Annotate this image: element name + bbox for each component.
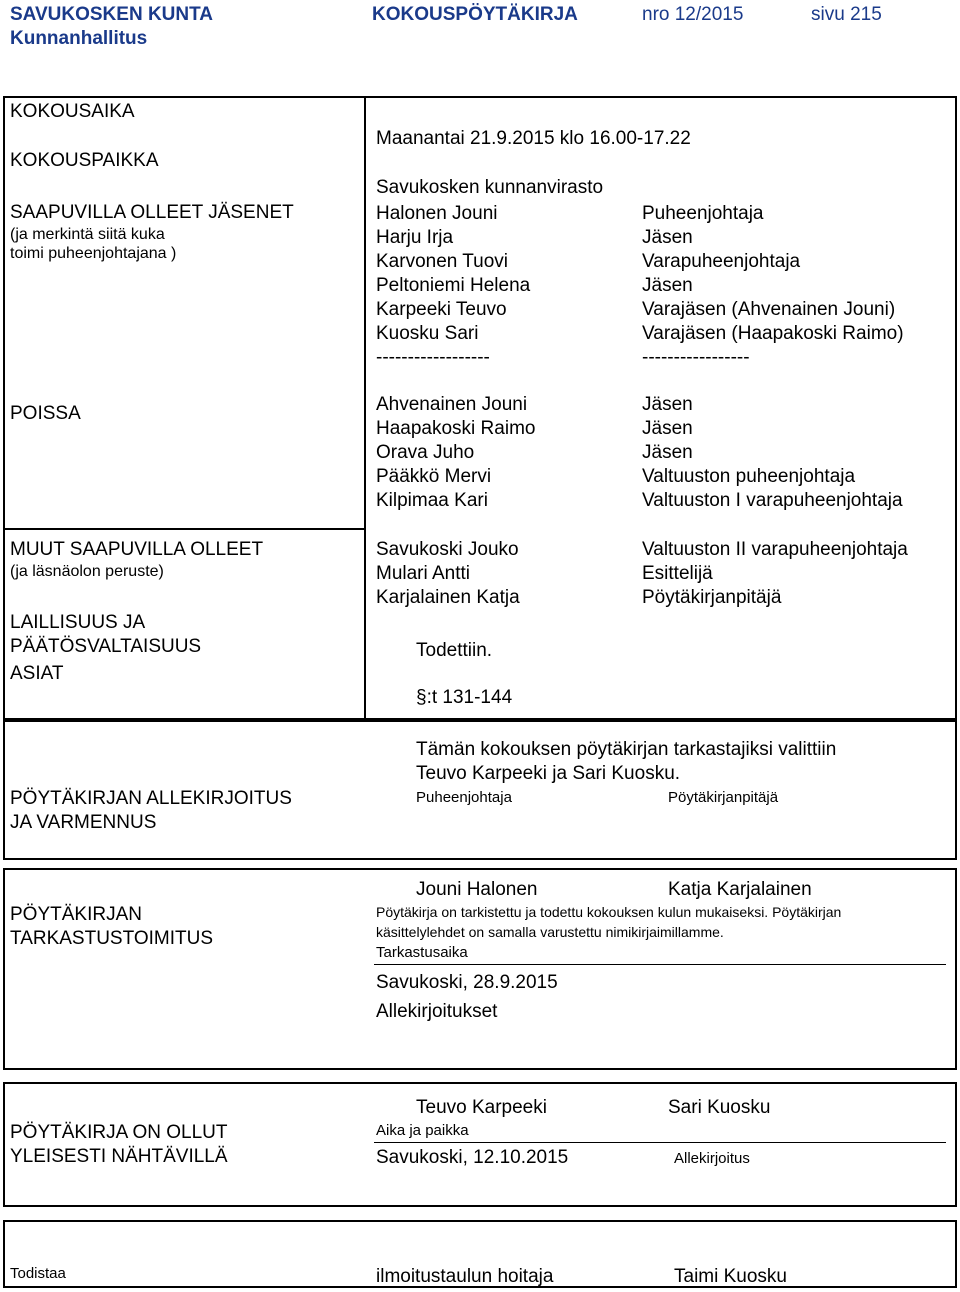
chair-title: Puheenjohtaja [416,789,512,806]
certify-name: Taimi Kuosku [674,1266,787,1287]
absent-name: Pääkkö Mervi [376,466,492,487]
review-place-date: Savukoski, 28.9.2015 [376,972,558,993]
review-text-2: käsittelylehdet on samalla varustettu nimikirjaimillamme. [376,924,724,940]
present-role: Varajäsen (Haapakoski Raimo) [642,323,904,344]
secretary-title: Pöytäkirjanpitäjä [668,789,779,806]
document-type: KOKOUSPÖYTÄKIRJA [372,4,578,25]
others-role: Esittelijä [642,563,713,584]
present-name: Karvonen Tuovi [376,251,509,272]
review-place-label: Tarkastusaika [376,944,468,961]
absent-roles [642,393,903,513]
label-review-1: PÖYTÄKIRJAN [10,904,142,925]
label-absent: POISSA [10,403,81,424]
chair-name: Jouni Halonen [416,879,538,900]
label-matters: ASIAT [10,663,64,684]
present-name: Peltoniemi Helena [376,275,531,296]
others-name: Savukoski Jouko [376,539,519,560]
label-review-2: TARKASTUSTOIMITUS [10,928,214,949]
label-present-note-1: (ja merkintä siitä kuka [10,226,165,243]
section-divider-others [3,528,366,530]
certify-role: ilmoitustaulun hoitaja [376,1266,554,1287]
public-time-place: Savukoski, 12.10.2015 [376,1147,569,1168]
review-signer-2: Sari Kuosku [668,1097,771,1118]
others-roles [642,538,908,610]
present-role: Jäsen [642,275,693,296]
present-name: Harju Irja [376,227,454,248]
others-role: Valtuuston II varapuheenjohtaja [642,539,908,560]
absent-name: Haapakoski Raimo [376,418,536,439]
present-role: Varajäsen (Ahvenainen Jouni) [642,299,896,320]
others-role: Pöytäkirjanpitäjä [642,587,782,608]
present-divider: ----------------- [642,347,750,368]
label-public-1: PÖYTÄKIRJA ON OLLUT [10,1122,228,1143]
public-signature-label: Allekirjoitus [674,1150,750,1167]
others-name: Karjalainen Katja [376,587,520,608]
column-divider [364,96,366,720]
legality-text: Todettiin. [416,640,493,661]
review-text-1: Pöytäkirja on tarkistettu ja todettu kokouksen kulun mukaiseksi. Pöytäkirjan [376,904,842,920]
page-number: sivu 215 [811,4,882,25]
label-signing-2: JA VARMENNUS [10,812,157,833]
matters-text: §:t 131-144 [416,687,513,708]
governing-body: Kunnanhallitus [10,28,148,49]
review-signatures-label: Allekirjoitukset [376,1001,498,1022]
present-role: Jäsen [642,227,693,248]
review-underline [374,964,946,965]
absent-name: Kilpimaa Kari [376,490,488,511]
label-meeting-time: KOKOUSAIKA [10,101,135,122]
absent-role: Jäsen [642,442,693,463]
label-certify: Todistaa [10,1265,66,1282]
absent-role: Jäsen [642,418,693,439]
absent-role: Jäsen [642,394,693,415]
others-name: Mulari Antti [376,563,470,584]
absent-name: Orava Juho [376,442,475,463]
reviewers-line-2: Teuvo Karpeeki ja Sari Kuosku. [416,763,681,784]
meeting-place: Savukosken kunnanvirasto [376,177,604,198]
present-name: Kuosku Sari [376,323,479,344]
present-role: Varapuheenjohtaja [642,251,801,272]
label-present-note-2: toimi puheenjohtajana ) [10,245,177,262]
label-others-present: MUUT SAAPUVILLA OLLEET [10,539,264,560]
present-name: Karpeeki Teuvo [376,299,507,320]
label-legality-2: PÄÄTÖSVALTAISUUS [10,636,202,657]
public-time-place-label: Aika ja paikka [376,1122,469,1139]
label-signing-1: PÖYTÄKIRJAN ALLEKIRJOITUS [10,788,292,809]
absent-name: Ahvenainen Jouni [376,394,528,415]
public-underline [374,1142,946,1143]
label-public-2: YLEISESTI NÄHTÄVILLÄ [10,1146,228,1167]
meeting-time: Maanantai 21.9.2015 klo 16.00-17.22 [376,128,691,149]
document-number: nro 12/2015 [642,4,744,25]
label-present-members: SAAPUVILLA OLLEET JÄSENET [10,202,294,223]
absent-role: Valtuuston I varapuheenjohtaja [642,490,903,511]
absent-role: Valtuuston puheenjohtaja [642,466,856,487]
label-others-note: (ja läsnäolon peruste) [10,563,164,580]
secretary-name: Katja Karjalainen [668,879,812,900]
present-divider: ------------------ [376,347,490,368]
present-name: Halonen Jouni [376,203,498,224]
present-names [376,202,530,370]
present-roles [642,202,904,370]
municipality-name: SAVUKOSKEN KUNTA [10,4,214,25]
present-role: Puheenjohtaja [642,203,764,224]
others-names [376,538,520,610]
review-signer-1: Teuvo Karpeeki [416,1097,547,1118]
absent-names [376,393,535,513]
label-legality-1: LAILLISUUS JA [10,612,146,633]
label-meeting-place: KOKOUSPAIKKA [10,150,159,171]
reviewers-line-1: Tämän kokouksen pöytäkirjan tarkastajiksi valittiin [416,739,837,760]
